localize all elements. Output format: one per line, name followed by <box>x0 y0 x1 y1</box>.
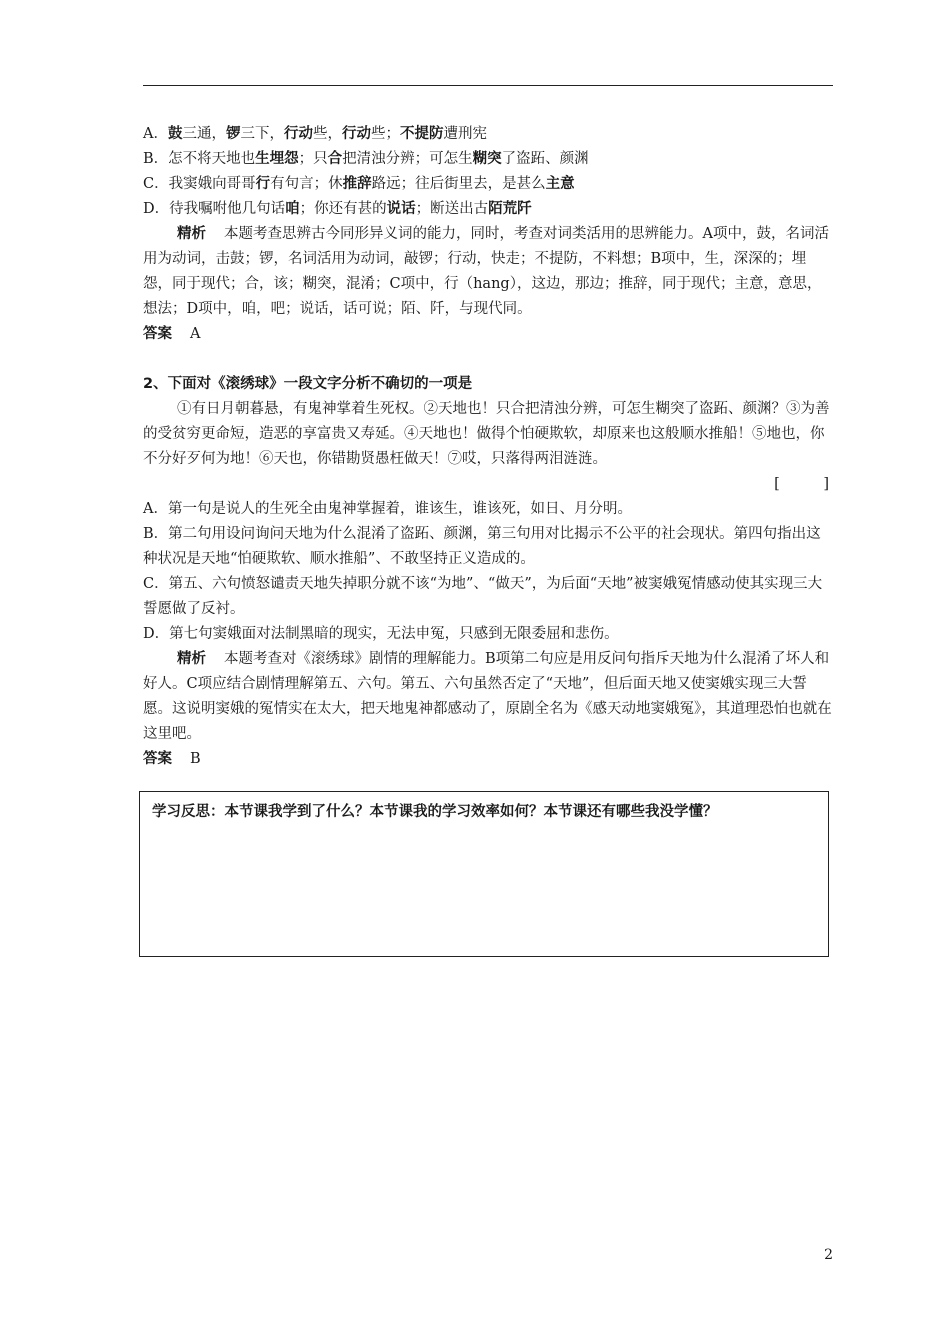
analysis-2 <box>143 647 835 747</box>
option-2d: D．第七句窦娥面对法制黑暗的现实，无法申冤，只感到无限委屈和悲伤。 <box>143 626 619 642</box>
analysis-label: 精析 <box>177 226 206 242</box>
option-2b: B．第二句用设问询问天地为什么混淆了盗跖、颜渊，第三句用对比揭示不公平的社会现状。第四句指出这种状况是天地“怕硬欺软、顺水推船”、不敢坚持正义造成的。 <box>143 526 821 567</box>
analysis-text: 本题考查对《滚绣球》剧情的理解能力。B项第二句应是用反问句指斥天地为什么混淆了坏人和好人。C项应结合剧情理解第五、六句。第五、六句虽然否定了“天地”，但后面天地又使窦娥实现三大誓愿。这说明窦娥的冤情实在太大，把天地鬼神都感动了，原剧全名为《感天动地窦娥冤》，其道理恐怕也就在这里吧。 <box>143 651 832 742</box>
option-2c: C．第五、六句愤怒谴责天地失掉职分就不该“为地”、“做天”，为后面“天地”被窦娥冤情感动使其实现三大誓愿做了反衬。 <box>143 576 823 617</box>
answer-value: B <box>190 751 201 767</box>
reflection-box <box>139 791 829 957</box>
answer-bracket: [ ] <box>774 476 829 492</box>
answer-label: 答案 <box>143 751 172 767</box>
option-2a: A．第一句是说人的生死全由鬼神掌握着，谁该生，谁该死，如日、月分明。 <box>143 501 632 517</box>
passage: ①有日月朝暮悬，有鬼神掌着生死权。②天地也！只合把清浊分辨，可怎生糊突了盗跖、颜渊？③为善的受贫穷更命短，造恶的享富贵又寿延。④天地也！做得个怕硬欺软，却原来也这般顺水推船！⑤地也，你不分好歹何为地！⑥天也，你错勘贤愚枉做天！⑦哎，只落得两泪涟涟。 <box>143 401 830 467</box>
analysis-1 <box>143 222 835 322</box>
option-c: C．我窦娥向哥哥行有句言；休推辞路远；往后街里去，是甚么主意 <box>143 176 575 192</box>
answer-2 <box>143 747 835 772</box>
reflection-prompt: 学习反思：本节课我学到了什么？本节课我的学习效率如何？本节课还有哪些我没学懂？ <box>152 804 718 820</box>
option-a: A．鼓三通，锣三下，行动些，行动些；不提防遭刑宪 <box>143 126 487 142</box>
option-d: D．待我嘱咐他几句话咱；你还有甚的说话；断送出古陌荒阡 <box>143 201 532 217</box>
analysis-text: 本题考查思辨古今同形异义词的能力，同时，考查对词类活用的思辨能力。A项中，鼓，名词活用为动词，击鼓；锣，名词活用为动词，敲锣；行动，快走；不提防，不料想；B项中，生，深深的；埋怨，同于现代；合，该；糊突，混淆；C项中，行（hang），这边，那边；推辞，同于现代；主意，意思，想法；D项中，咱，吧；说话，话可说；陌、阡，与现代同。 <box>143 226 829 317</box>
page-body <box>143 122 835 772</box>
header-rule <box>143 85 833 86</box>
option-b: B．怎不将天地也生埋怨；只合把清浊分辨；可怎生糊突了盗跖、颜渊 <box>143 151 589 167</box>
question-2-title: 2、下面对《滚绣球》一段文字分析不确切的一项是 <box>143 376 473 392</box>
answer-value: A <box>190 326 201 342</box>
analysis-label: 精析 <box>177 651 206 667</box>
answer-label: 答案 <box>143 326 172 342</box>
page-number: 2 <box>824 1247 833 1263</box>
answer-1 <box>143 322 835 347</box>
